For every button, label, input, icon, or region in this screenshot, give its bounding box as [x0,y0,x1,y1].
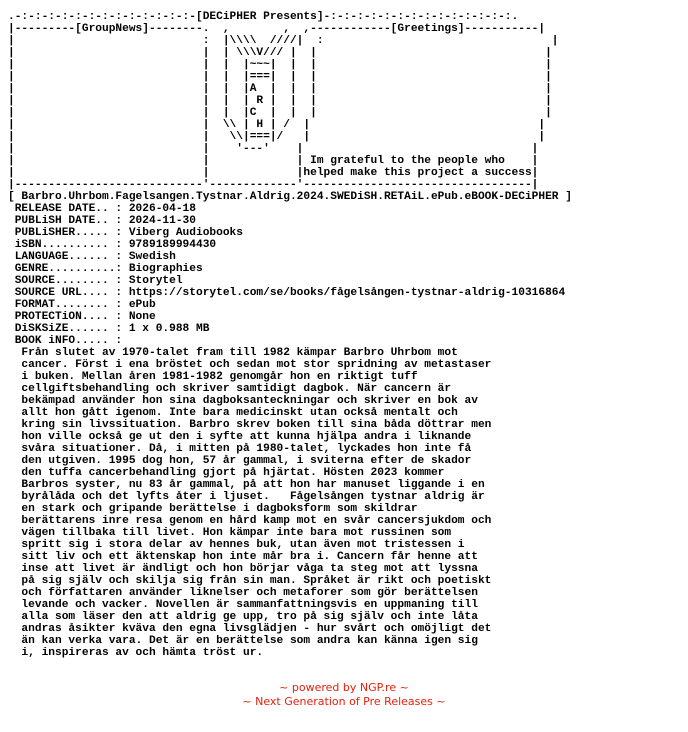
nfo-line: | | | |===| | | | [8,71,552,83]
nfo-line: byrålåda och det lyfts åter i ljuset. Fågelsången tystnar aldrig är [8,491,485,503]
nfo-line: SOURCE........ : Storytel [8,275,183,287]
nfo-line: | | | |C | | | | [8,107,552,119]
nfo-line: .-:-:-:-:-:-:-:-:-:-:-:-:-:-[DECiPHER Presents]-:-:-:-:-:-:-:-:-:-:-:-:-:-:. [8,11,519,23]
nfo-line: och författaren använder liknelser och metaforer som gör berättelsen [8,587,478,599]
nfo-line: RELEASE DATE.. : 2026-04-18 [8,203,196,215]
nfo-line: |----------------------------'-------------'----------------------------------| [8,179,539,191]
nfo-line: |---------[GroupNews]--------. , , ,------------[Greetings]-----------| [8,23,546,35]
nfo-line: | : |\\\\ ////| : | [8,35,559,47]
nfo-line: GENRE..........: Biographies [8,263,203,275]
nfo-line: spritt sig i stora delar av hennes buk, utan även mot tristessen i [8,539,465,551]
nfo-line: den tuffa cancerbehandling gjort på hjärtat. Hösten 2023 kommer [8,467,445,479]
nfo-line: | | | |~~~| | | | [8,59,552,71]
nfo-line: | | | Im grateful to the people who | [8,155,539,167]
nfo-line: berättarens inre resa genom en hård kamp mot en svår cancersjukdom och [8,515,492,527]
nfo-line: FORMAT........ : ePub [8,299,156,311]
nfo-line: den utgiven. 1995 dog hon, 57 år gammal, i sviterna efter de skador [8,455,472,467]
nfo-line: BOOK iNFO..... : [8,335,123,347]
nfo-line: | | | | R | | | | [8,95,552,107]
nfo-line: svåra situationer. Då, i mitten på 1980-talet, lyckades hon inte få [8,443,472,455]
footer [0,681,688,709]
nfo-line: sitt liv och ett äktenskap hon inte mår bra i. Cancern får henne att [8,551,478,563]
nfo-line: bekämpad använder hon sina dagboksanteckningar och skriver en bok av [8,395,478,407]
nfo-line: vägen tillbaka till livet. Hon kämpar inte bara mot russinen som [8,527,452,539]
nfo-line: [ Barbro.Uhrbom.Fagelsangen.Tystnar.Aldrig.2024.SWEDiSH.RETAiL.ePub.eBOOK-DECiPHER ] [8,191,572,203]
nfo-line: PUBLiSH DATE.. : 2024-11-30 [8,215,196,227]
nfo-line: cancer. Först i ena bröstet och sedan mot stor spridning av metastaser [8,359,492,371]
nfo-line: PUBLiSHER..... : Viberg Audiobooks [8,227,243,239]
nfo-line: | | '---' | | [8,143,539,155]
nfo-line: levande och vacker. Novellen är sammanfattningsvis en uppmaning till [8,599,478,611]
nfo-line: | | | \\\V/// | | | [8,47,552,59]
nfo-line: Barbros syster, nu 83 år gammal, på att hon har manuset liggande i en [8,479,485,491]
nfo-line: i, inspireras av och hämta tröst ur. [8,647,264,659]
nfo-line: en stark och gripande berättelse i dagboksform som skildrar [8,503,418,515]
nfo-line: Från slutet av 1970-talet fram till 1982 kämpar Barbro Uhrbom mot [8,347,458,359]
nfo-line: iSBN.......... : 9789189994430 [8,239,217,251]
nfo-line: hon ville också ge ut den i syfte att kunna hjälpa andra i liknande [8,431,472,443]
nfo-line: på sig själv och skilja sig från sin man. Språket är rikt och poetiskt [8,575,492,587]
nfo-line: alla som läser den att aldrig ge upp, tro på sig själv och inte låta [8,611,478,623]
nfo-line: SOURCE URL.... : https://storytel.com/se/books/fågelsången-tystnar-aldrig-10316864 [8,287,566,299]
nfo-line: | | | |A | | | | [8,83,552,95]
nfo-line: i buken. Mellan åren 1981-1982 genomgår hon en riktigt tuff [8,371,418,383]
nfo-line: | | \\ | H | / | | [8,119,546,131]
nfo-text [8,11,572,659]
nfo-line: allt hon gått igenom. Inte bara medicinskt utan också mentalt och [8,407,458,419]
tagline-text: ~ Next Generation of Pre Releases ~ [242,695,446,708]
nfo-line: kring sin livssituation. Barbro skrev boken till sina båda döttrar men [8,419,492,431]
nfo-line: andras åsikter kväva den egna livsglädjen - hur svårt och omöjligt det [8,623,492,635]
nfo-line: DiSKSiZE...... : 1 x 0.988 MB [8,323,210,335]
nfo-line: | | |helped make this project a success| [8,167,539,179]
nfo-line: PROTECTiON.... : None [8,311,156,323]
nfo-line: än kan verka vara. Det är en berättelse som andra kan känna igen sig [8,635,478,647]
nfo-line: cellgiftsbehandling och skriver samtidigt dagbok. När cancern är [8,383,452,395]
powered-by-text: ~ powered by NGP.re ~ [279,681,409,694]
nfo-line: | | \\|===|/ | | [8,131,546,143]
nfo-line: inse att livet är ändligt och hon börjar våga ta steg mot att lyssna [8,563,478,575]
nfo-line: LANGUAGE...... : Swedish [8,251,176,263]
